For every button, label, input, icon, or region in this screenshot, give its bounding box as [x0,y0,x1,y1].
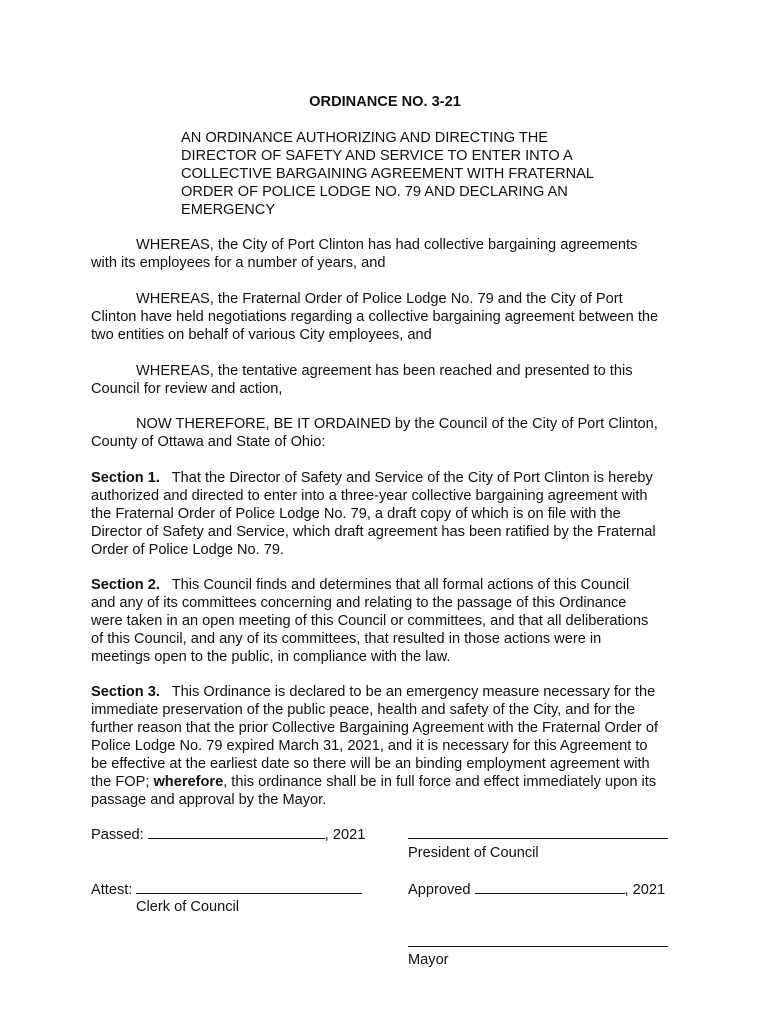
whereas-paragraph-3 [91,362,691,398]
approved-date-blank[interactable] [475,880,625,894]
paragraph-line: were taken in an open meeting of this Council or committees, and that all deliberations [91,613,649,629]
ordinance-title: ORDINANCE NO. 3-21 [309,94,461,110]
paragraph-line: two entities on behalf of various City employees, and [91,327,432,343]
paragraph-line: Clinton have held negotiations regarding a collective bargaining agreement between the [91,309,659,325]
whereas-paragraph-1 [91,236,691,272]
paragraph-line: with its employees for a number of years, and [91,255,386,271]
caption-line: EMERGENCY [181,202,276,218]
passed-date-blank[interactable] [148,825,325,839]
paragraph-line: meetings open to the public, in compliance with the law. [91,649,451,665]
paragraph-line [91,773,691,791]
caption-line: DIRECTOR OF SAFETY AND SERVICE TO ENTER INTO A [181,148,573,164]
paragraph-line: authorized and directed to enter into a three-year collective bargaining agreement with [91,488,648,504]
now-therefore-paragraph [91,415,691,451]
paragraph-line: Council for review and action, [91,381,283,397]
section-2 [91,576,691,666]
section-3 [91,683,691,809]
approved-year: , 2021 [624,882,666,898]
section-1-label: Section 1. [91,470,160,486]
paragraph-line: NOW THEREFORE, BE IT ORDAINED by the Council of the City of Port Clinton, [136,416,658,432]
president-signature-line [408,825,668,844]
paragraph-line [91,469,691,487]
paragraph-line: Police Lodge No. 79 expired March 31, 2021, and it is necessary for this Agreement to [91,738,648,754]
section-text: This Ordinance is declared to be an emergency measure necessary for the [171,684,656,700]
attest-signature-blank[interactable] [136,880,362,894]
paragraph-line: County of Ottawa and State of Ohio: [91,434,326,450]
paragraph-line: be effective at the earliest date so there will be an binding employment agreement with [91,756,650,772]
caption-line: AN ORDINANCE AUTHORIZING AND DIRECTING THE [181,130,549,146]
mayor-signature-line [408,933,668,952]
paragraph-line: WHEREAS, the City of Port Clinton has had collective bargaining agreements [136,237,638,253]
section-2-label: Section 2. [91,577,160,593]
ordinance-caption [181,129,651,219]
attest-label: Attest: [91,882,133,898]
paragraph-line: WHEREAS, the tentative agreement has been reached and presented to this [136,363,633,379]
section-text: That the Director of Safety and Service of the City of Port Clinton is hereby [171,470,653,486]
whereas-paragraph-2 [91,290,691,344]
mayor-label: Mayor [408,952,449,968]
passed-label: Passed: [91,827,144,843]
attest-line [91,880,362,899]
clerk-label: Clerk of Council [136,899,240,915]
paragraph-line [91,576,691,594]
paragraph-line: further reason that the prior Collective Bargaining Agreement with the Fraternal Order of [91,720,659,736]
paragraph-line: and any of its committees concerning and relating to the passage of this Ordinance [91,595,627,611]
paragraph-line: of this Council, and any of its committees, that resulted in those actions were in [91,631,602,647]
caption-line: ORDER OF POLICE LODGE NO. 79 AND DECLARING AN [181,184,568,200]
paragraph-line: the Fraternal Order of Police Lodge No. 79, a draft copy of which is on file with the [91,506,621,522]
approved-line [408,880,665,899]
approved-label: Approved [408,882,471,898]
paragraph-line: passage and approval by the Mayor. [91,792,327,808]
paragraph-line [91,683,691,701]
paragraph-line: Director of Safety and Service, which draft agreement has been ratified by the Fraternal [91,524,656,540]
passed-line [91,825,365,844]
line-text: the FOP; [91,774,154,790]
line-text: , this ordinance shall be in full force and effect immediately upon its [223,774,657,790]
paragraph-line: Order of Police Lodge No. 79. [91,542,285,558]
paragraph-line: immediate preservation of the public peace, health and safety of the City, and for the [91,702,636,718]
passed-year: , 2021 [324,827,366,843]
wherefore-emphasis: wherefore [153,774,224,790]
paragraph-line: WHEREAS, the Fraternal Order of Police Lodge No. 79 and the City of Port [136,291,623,307]
section-text: This Council finds and determines that all formal actions of this Council [171,577,630,593]
president-label: President of Council [408,845,539,861]
mayor-signature-blank[interactable] [408,933,668,947]
section-1 [91,469,691,559]
section-3-label: Section 3. [91,684,160,700]
president-signature-blank[interactable] [408,825,668,839]
caption-line: COLLECTIVE BARGAINING AGREEMENT WITH FRATERNAL [181,166,595,182]
